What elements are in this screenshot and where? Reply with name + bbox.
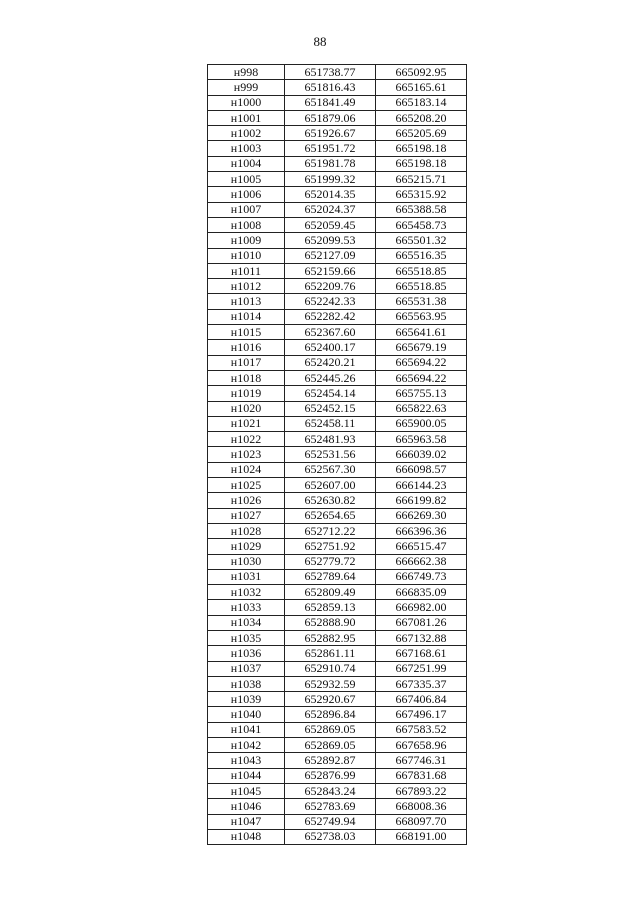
y-coordinate-cell: 665501.32 (376, 233, 467, 248)
point-id-cell: н1038 (208, 676, 285, 691)
x-coordinate-cell: 652869.05 (285, 722, 376, 737)
point-id-cell: н1048 (208, 829, 285, 844)
table-row (208, 217, 467, 232)
x-coordinate-cell: 652920.67 (285, 692, 376, 707)
point-id-cell: н1030 (208, 554, 285, 569)
table-row (208, 722, 467, 737)
x-coordinate-cell: 652861.11 (285, 646, 376, 661)
y-coordinate-cell: 665694.22 (376, 370, 467, 385)
y-coordinate-cell: 667746.31 (376, 753, 467, 768)
table-row (208, 478, 467, 493)
table-row (208, 95, 467, 110)
point-id-cell: н1033 (208, 600, 285, 615)
point-id-cell: н1036 (208, 646, 285, 661)
table-row (208, 508, 467, 523)
point-id-cell: н1028 (208, 523, 285, 538)
table-row (208, 447, 467, 462)
x-coordinate-cell: 651926.67 (285, 126, 376, 141)
x-coordinate-cell: 652454.14 (285, 386, 376, 401)
point-id-cell: н1026 (208, 493, 285, 508)
y-coordinate-cell: 667406.84 (376, 692, 467, 707)
x-coordinate-cell: 652869.05 (285, 738, 376, 753)
y-coordinate-cell: 666144.23 (376, 478, 467, 493)
y-coordinate-cell: 667583.52 (376, 722, 467, 737)
y-coordinate-cell: 665563.95 (376, 309, 467, 324)
point-id-cell: н1043 (208, 753, 285, 768)
point-id-cell: н1031 (208, 569, 285, 584)
y-coordinate-cell: 665092.95 (376, 65, 467, 80)
table-row (208, 783, 467, 798)
table-row (208, 416, 467, 431)
point-id-cell: н1015 (208, 325, 285, 340)
y-coordinate-cell: 665900.05 (376, 416, 467, 431)
page-number: 88 (313, 34, 327, 49)
y-coordinate-cell: 665388.58 (376, 202, 467, 217)
y-coordinate-cell: 666396.36 (376, 523, 467, 538)
table-row (208, 370, 467, 385)
point-id-cell: н1042 (208, 738, 285, 753)
y-coordinate-cell: 665215.71 (376, 172, 467, 187)
x-coordinate-cell: 652910.74 (285, 661, 376, 676)
y-coordinate-cell: 665458.73 (376, 217, 467, 232)
y-coordinate-cell: 668097.70 (376, 814, 467, 829)
table-row (208, 615, 467, 630)
table-row (208, 156, 467, 171)
x-coordinate-cell: 652481.93 (285, 432, 376, 447)
x-coordinate-cell: 652445.26 (285, 370, 376, 385)
x-coordinate-cell: 652712.22 (285, 523, 376, 538)
point-id-cell: н1029 (208, 539, 285, 554)
table-row (208, 294, 467, 309)
table-row (208, 401, 467, 416)
point-id-cell: н1035 (208, 630, 285, 645)
point-id-cell: н1039 (208, 692, 285, 707)
table-row (208, 738, 467, 753)
x-coordinate-cell: 652876.99 (285, 768, 376, 783)
x-coordinate-cell: 652779.72 (285, 554, 376, 569)
x-coordinate-cell: 652014.35 (285, 187, 376, 202)
x-coordinate-cell: 652630.82 (285, 493, 376, 508)
point-id-cell: н1006 (208, 187, 285, 202)
table-row (208, 829, 467, 844)
y-coordinate-cell: 666662.38 (376, 554, 467, 569)
y-coordinate-cell: 665641.61 (376, 325, 467, 340)
y-coordinate-cell: 667081.26 (376, 615, 467, 630)
x-coordinate-cell: 652607.00 (285, 478, 376, 493)
point-id-cell: н1044 (208, 768, 285, 783)
x-coordinate-cell: 652024.37 (285, 202, 376, 217)
y-coordinate-cell: 666515.47 (376, 539, 467, 554)
x-coordinate-cell: 651879.06 (285, 110, 376, 125)
x-coordinate-cell: 652896.84 (285, 707, 376, 722)
y-coordinate-cell: 667132.88 (376, 630, 467, 645)
x-coordinate-cell: 652242.33 (285, 294, 376, 309)
y-coordinate-cell: 665315.92 (376, 187, 467, 202)
y-coordinate-cell: 667893.22 (376, 783, 467, 798)
point-id-cell: н1021 (208, 416, 285, 431)
point-id-cell: н1017 (208, 355, 285, 370)
table-row (208, 309, 467, 324)
x-coordinate-cell: 652059.45 (285, 217, 376, 232)
point-id-cell: н1010 (208, 248, 285, 263)
y-coordinate-cell: 665208.20 (376, 110, 467, 125)
point-id-cell: н1047 (208, 814, 285, 829)
table-row (208, 126, 467, 141)
y-coordinate-cell: 665183.14 (376, 95, 467, 110)
y-coordinate-cell: 667496.17 (376, 707, 467, 722)
point-id-cell: н1003 (208, 141, 285, 156)
y-coordinate-cell: 665205.69 (376, 126, 467, 141)
y-coordinate-cell: 665198.18 (376, 141, 467, 156)
x-coordinate-cell: 652367.60 (285, 325, 376, 340)
table-row (208, 432, 467, 447)
point-id-cell: н1020 (208, 401, 285, 416)
x-coordinate-cell: 652789.64 (285, 569, 376, 584)
table-row (208, 539, 467, 554)
x-coordinate-cell: 652859.13 (285, 600, 376, 615)
table-row (208, 661, 467, 676)
point-id-cell: н998 (208, 65, 285, 80)
x-coordinate-cell: 651816.43 (285, 80, 376, 95)
table-row (208, 799, 467, 814)
table-row (208, 630, 467, 645)
table-row (208, 646, 467, 661)
x-coordinate-cell: 652159.66 (285, 263, 376, 278)
table-row (208, 600, 467, 615)
y-coordinate-cell: 665755.13 (376, 386, 467, 401)
y-coordinate-cell: 666039.02 (376, 447, 467, 462)
table-row (208, 248, 467, 263)
y-coordinate-cell: 666749.73 (376, 569, 467, 584)
table-row (208, 462, 467, 477)
table-row (208, 768, 467, 783)
x-coordinate-cell: 651841.49 (285, 95, 376, 110)
table-row (208, 569, 467, 584)
y-coordinate-cell: 666098.57 (376, 462, 467, 477)
y-coordinate-cell: 666982.00 (376, 600, 467, 615)
point-id-cell: н1037 (208, 661, 285, 676)
x-coordinate-cell: 652809.49 (285, 585, 376, 600)
y-coordinate-cell: 667251.99 (376, 661, 467, 676)
y-coordinate-cell: 665963.58 (376, 432, 467, 447)
table-row (208, 386, 467, 401)
point-id-cell: н1034 (208, 615, 285, 630)
x-coordinate-cell: 652400.17 (285, 340, 376, 355)
x-coordinate-cell: 651981.78 (285, 156, 376, 171)
point-id-cell: н1041 (208, 722, 285, 737)
table-row (208, 202, 467, 217)
table-row (208, 707, 467, 722)
y-coordinate-cell: 665679.19 (376, 340, 467, 355)
x-coordinate-cell: 652654.65 (285, 508, 376, 523)
point-id-cell: н1022 (208, 432, 285, 447)
table-row (208, 355, 467, 370)
point-id-cell: н1032 (208, 585, 285, 600)
point-id-cell: н1009 (208, 233, 285, 248)
x-coordinate-cell: 652843.24 (285, 783, 376, 798)
y-coordinate-cell: 665516.35 (376, 248, 467, 263)
point-id-cell: н1013 (208, 294, 285, 309)
table-row (208, 110, 467, 125)
x-coordinate-cell: 651738.77 (285, 65, 376, 80)
table-row (208, 585, 467, 600)
point-id-cell: н1014 (208, 309, 285, 324)
table-row (208, 753, 467, 768)
point-id-cell: н1019 (208, 386, 285, 401)
y-coordinate-cell: 665822.63 (376, 401, 467, 416)
point-id-cell: н1001 (208, 110, 285, 125)
point-id-cell: н1023 (208, 447, 285, 462)
coordinates-table-body (208, 65, 467, 845)
x-coordinate-cell: 651999.32 (285, 172, 376, 187)
x-coordinate-cell: 651951.72 (285, 141, 376, 156)
point-id-cell: н1045 (208, 783, 285, 798)
point-id-cell: н1018 (208, 370, 285, 385)
x-coordinate-cell: 652452.15 (285, 401, 376, 416)
table-row (208, 325, 467, 340)
x-coordinate-cell: 652882.95 (285, 630, 376, 645)
x-coordinate-cell: 652783.69 (285, 799, 376, 814)
x-coordinate-cell: 652751.92 (285, 539, 376, 554)
y-coordinate-cell: 666269.30 (376, 508, 467, 523)
table-row (208, 233, 467, 248)
y-coordinate-cell: 668008.36 (376, 799, 467, 814)
x-coordinate-cell: 652282.42 (285, 309, 376, 324)
table-row (208, 172, 467, 187)
x-coordinate-cell: 652099.53 (285, 233, 376, 248)
table-row (208, 523, 467, 538)
table-row (208, 187, 467, 202)
point-id-cell: н1040 (208, 707, 285, 722)
x-coordinate-cell: 652458.11 (285, 416, 376, 431)
y-coordinate-cell: 666835.09 (376, 585, 467, 600)
x-coordinate-cell: 652749.94 (285, 814, 376, 829)
point-id-cell: н1002 (208, 126, 285, 141)
point-id-cell: н1007 (208, 202, 285, 217)
table-row (208, 554, 467, 569)
y-coordinate-cell: 665518.85 (376, 263, 467, 278)
x-coordinate-cell: 652892.87 (285, 753, 376, 768)
table-row (208, 493, 467, 508)
x-coordinate-cell: 652567.30 (285, 462, 376, 477)
table-row (208, 80, 467, 95)
table-row (208, 692, 467, 707)
y-coordinate-cell: 667168.61 (376, 646, 467, 661)
x-coordinate-cell: 652420.21 (285, 355, 376, 370)
table-row (208, 263, 467, 278)
table-row (208, 65, 467, 80)
point-id-cell: н1005 (208, 172, 285, 187)
x-coordinate-cell: 652127.09 (285, 248, 376, 263)
y-coordinate-cell: 665518.85 (376, 279, 467, 294)
x-coordinate-cell: 652888.90 (285, 615, 376, 630)
point-id-cell: н1012 (208, 279, 285, 294)
x-coordinate-cell: 652738.03 (285, 829, 376, 844)
table-row (208, 141, 467, 156)
table-row (208, 814, 467, 829)
point-id-cell: н1025 (208, 478, 285, 493)
table-row (208, 279, 467, 294)
y-coordinate-cell: 667335.37 (376, 676, 467, 691)
y-coordinate-cell: 665198.18 (376, 156, 467, 171)
y-coordinate-cell: 665531.38 (376, 294, 467, 309)
y-coordinate-cell: 667658.96 (376, 738, 467, 753)
point-id-cell: н1024 (208, 462, 285, 477)
y-coordinate-cell: 668191.00 (376, 829, 467, 844)
y-coordinate-cell: 665694.22 (376, 355, 467, 370)
point-id-cell: н1027 (208, 508, 285, 523)
x-coordinate-cell: 652209.76 (285, 279, 376, 294)
x-coordinate-cell: 652932.59 (285, 676, 376, 691)
x-coordinate-cell: 652531.56 (285, 447, 376, 462)
point-id-cell: н1016 (208, 340, 285, 355)
y-coordinate-cell: 665165.61 (376, 80, 467, 95)
point-id-cell: н999 (208, 80, 285, 95)
y-coordinate-cell: 667831.68 (376, 768, 467, 783)
coordinates-table (207, 64, 467, 845)
point-id-cell: н1000 (208, 95, 285, 110)
point-id-cell: н1046 (208, 799, 285, 814)
table-row (208, 676, 467, 691)
point-id-cell: н1008 (208, 217, 285, 232)
y-coordinate-cell: 666199.82 (376, 493, 467, 508)
table-row (208, 340, 467, 355)
point-id-cell: н1011 (208, 263, 285, 278)
point-id-cell: н1004 (208, 156, 285, 171)
